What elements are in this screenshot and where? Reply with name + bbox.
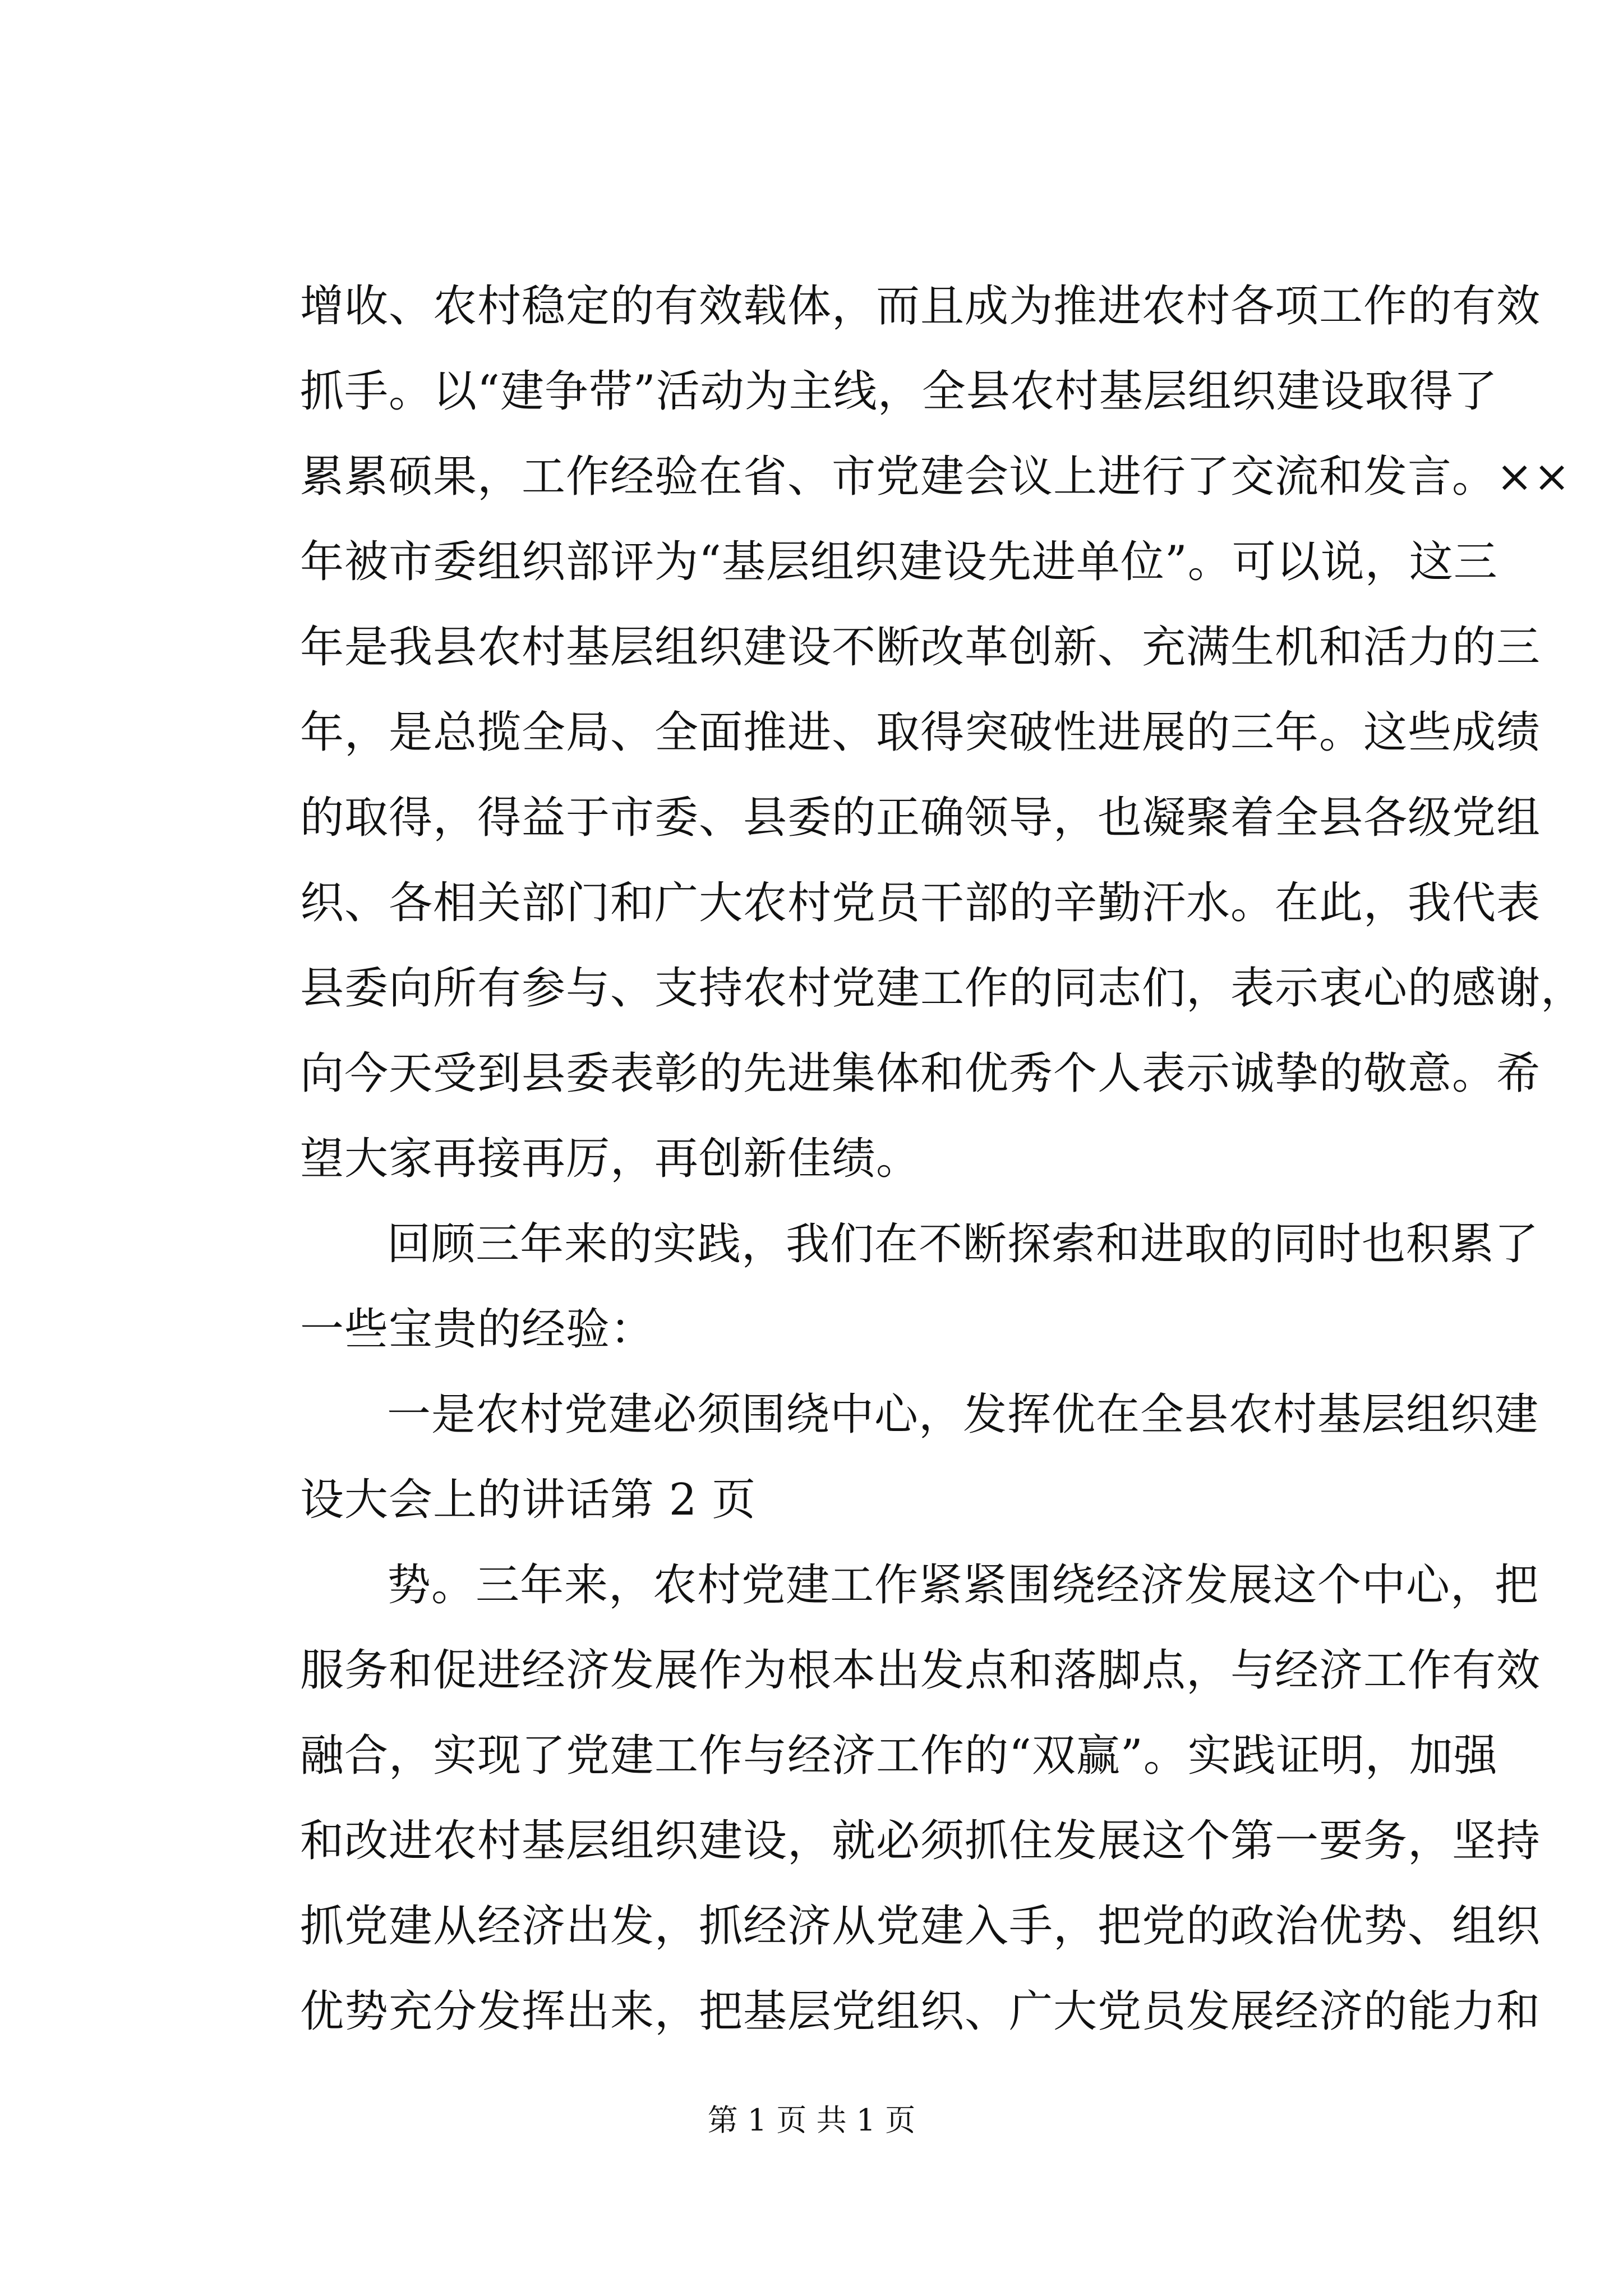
page-number: 第 1 页 共 1 页 (707, 2102, 916, 2138)
text-line: 抓手。以“建争带”活动为主线，全县农村基层组织建设取得了 (300, 366, 1498, 417)
text-line: 年，是总揽全局、全面推进、取得突破性进展的三年。这些成绩 (300, 707, 1541, 758)
page-footer (0, 2101, 1623, 2140)
text-line: 一是农村党建必须围绕中心，发挥优在全县农村基层组织建 (387, 1389, 1539, 1440)
text-line: 向今天受到县委表彰的先进集体和优秀个人表示诚挚的敬意。希 (300, 1048, 1541, 1099)
text-line: 的取得，得益于市委、县委的正确领导，也凝聚着全县各级党组 (300, 793, 1541, 843)
text-line: 一些宝贵的经验： (300, 1304, 655, 1355)
text-line: 融合，实现了党建工作与经济工作的“双赢”。实践证明，加强 (300, 1731, 1498, 1781)
text-line: 累累硕果，工作经验在省、市党建会议上进行了交流和发言。×× (300, 452, 1571, 502)
text-line: 年是我县农村基层组织建设不断改革创新、充满生机和活力的三 (300, 622, 1541, 673)
text-line: 抓党建从经济出发，抓经济从党建入手，把党的政治优势、组织 (300, 1901, 1541, 1952)
body-text (300, 264, 1585, 2054)
text-line: 服务和促进经济发展作为根本出发点和落脚点，与经济工作有效 (300, 1645, 1541, 1696)
text-line: 县委向所有参与、支持农村党建工作的同志们，表示衷心的感谢， (300, 963, 1585, 1014)
text-line: 回顾三年来的实践，我们在不断探索和进取的同时也积累了 (387, 1219, 1539, 1269)
text-line: 和改进农村基层组织建设，就必须抓住发展这个第一要务，坚持 (300, 1816, 1541, 1866)
text-line: 增收、农村稳定的有效载体，而且成为推进农村各项工作的有效 (300, 281, 1541, 332)
text-line: 织、各相关部门和广大农村党员干部的辛勤汗水。在此，我代表 (300, 878, 1541, 928)
text-line: 优势充分发挥出来，把基层党组织、广大党员发展经济的能力和 (300, 1986, 1541, 2037)
text-line: 年被市委组织部评为“基层组织建设先进单位”。可以说，这三 (300, 537, 1498, 587)
text-line: 势。三年来，农村党建工作紧紧围绕经济发展这个中心，把 (387, 1560, 1539, 1611)
text-line: 设大会上的讲话第 2 页 (300, 1475, 757, 1525)
text-line: 望大家再接再厉，再创新佳绩。 (300, 1134, 921, 1184)
